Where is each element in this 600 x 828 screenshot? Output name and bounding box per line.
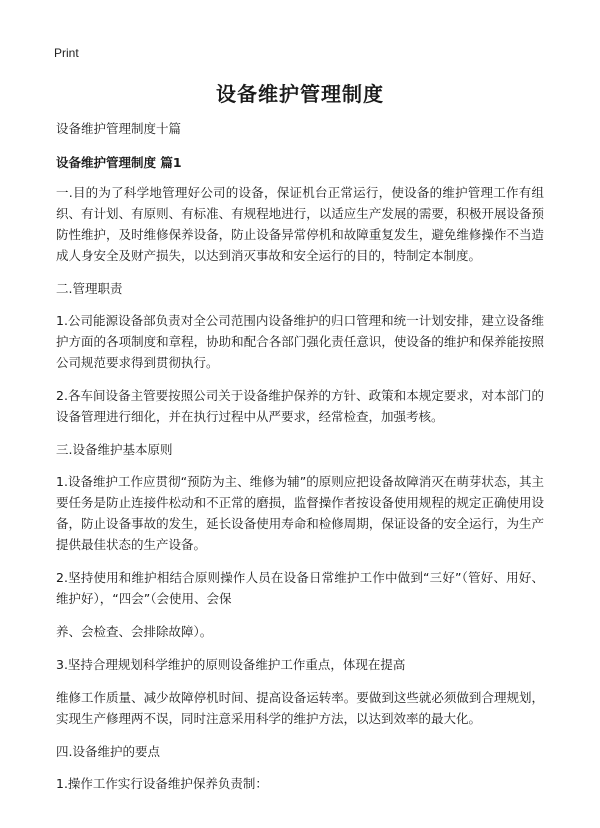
- document-body: [56, 118, 544, 806]
- print-label: Print: [54, 46, 79, 60]
- paragraph-principle-2: 2.坚持使用和维护相结合原则操作人员在设备日常维护工作中做到“三好”（管好、用好、维护好），“四会”（会使用、会保: [56, 570, 544, 606]
- heading-basic-principles: 三.设备维护基本原则: [56, 442, 173, 457]
- page-title: 设备维护管理制度: [216, 82, 384, 106]
- document-subtitle: 设备维护管理制度十篇: [56, 121, 182, 136]
- paragraph-duty-2: 2.各车间设备主管要按照公司关于设备维护保养的方针、政策和本规定要求，对本部门的设备管理进行细化，并在执行过程中从严要求，经常检查，加强考核。: [56, 388, 544, 424]
- paragraph-purpose: 一.目的为了科学地管理好公司的设备，保证机台正常运行，使设备的维护管理工作有组织、有计划、有原则、有标准、有规程地进行，以适应生产发展的需要，积极开展设备预防性维护，及时维修保养设备，防止设备异常停机和故障重复发生，避免维修操作不当造成人身安全及财产损失，以达到消灭事故和安全运行的目的，特制定本制度。: [56, 185, 544, 263]
- paragraph-principle-1: 1.设备维护工作应贯彻“预防为主、维修为辅”的原则应把设备故障消灭在萌芽状态，其主要任务是防止连接件松动和不正常的磨损，监督操作者按设备使用规程的规定正确使用设备，防止设备事故的发生，延长设备使用寿命和检修周期，保证设备的安全运行，为生产提供最佳状态的生产设备。: [56, 474, 544, 552]
- paragraph-principle-3: 3.坚持合理规划科学维护的原则设备维护工作重点，体现在提高: [56, 657, 406, 672]
- paragraph-duty-1: 1.公司能源设备部负责对全公司范围内设备维护的归口管理和统一计划安排，建立设备维护方面的各项制度和章程，协助和配合各部门强化责任意识，使设备的维护和保养能按照公司规范要求得到贯彻执行。: [56, 313, 544, 370]
- heading-maintenance-points: 四.设备维护的要点: [56, 744, 160, 759]
- paragraph-principle-2-cont: 养、会检查、会排除故障）。: [56, 624, 213, 639]
- paragraph-principle-3-cont: 维修工作质量、减少故障停机时间、提高设备运转率。要做到这些就必须做到合理规划，实现生产修理两不误，同时注意采用科学的维护方法，以达到效率的最大化。: [56, 690, 544, 726]
- section-title: 设备维护管理制度 篇1: [56, 155, 182, 170]
- paragraph-point-1: 1.操作工作实行设备维护保养负责制：: [56, 776, 268, 791]
- heading-management-duties: 二.管理职责: [56, 281, 123, 296]
